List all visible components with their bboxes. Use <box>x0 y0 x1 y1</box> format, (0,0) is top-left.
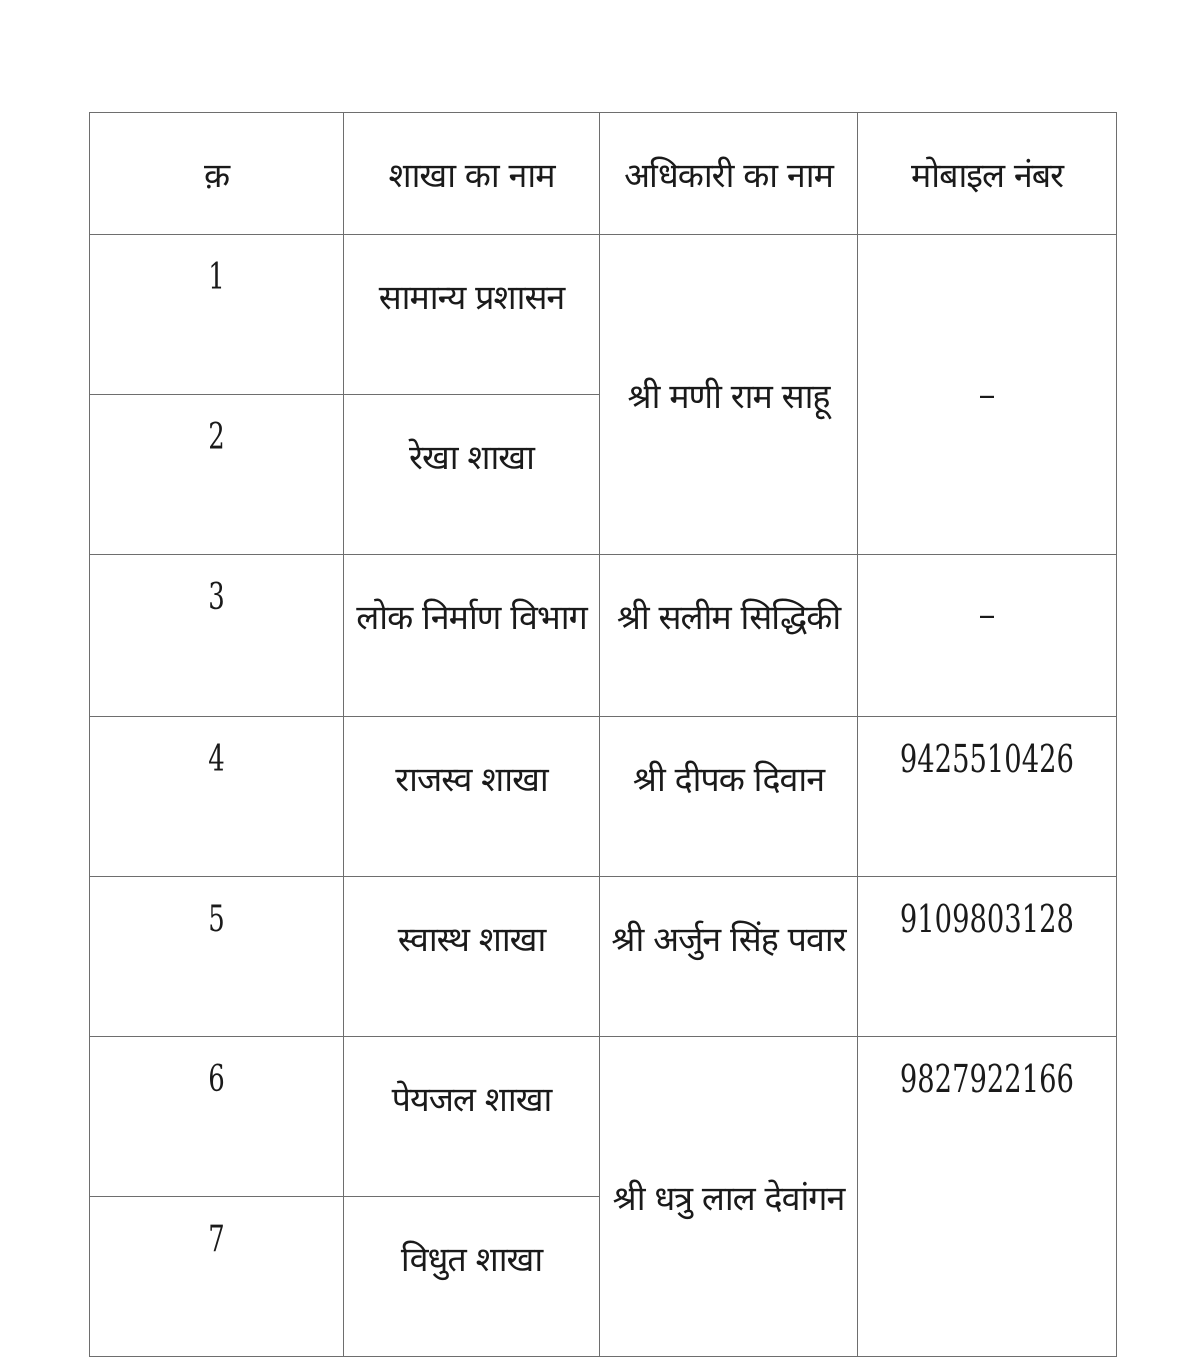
table-row <box>90 717 1117 877</box>
serial-number: 1 <box>208 257 225 298</box>
serial-number: 2 <box>208 417 225 458</box>
officers-table <box>89 112 1117 1357</box>
serial-cell <box>90 235 344 395</box>
serial-cell <box>90 395 344 555</box>
mobile-cell <box>858 877 1117 1037</box>
serial-cell <box>90 717 344 877</box>
table-row <box>90 1037 1117 1197</box>
officer-cell: श्री सलीम सिद्धिकी <box>600 555 858 717</box>
mobile-cell <box>858 717 1117 877</box>
branch-cell: राजस्व शाखा <box>344 717 600 877</box>
mobile-cell: – <box>858 235 1117 555</box>
table-row <box>90 235 1117 395</box>
header-serial: क़ <box>90 113 344 235</box>
branch-cell: लोक निर्माण विभाग <box>344 555 600 717</box>
branch-cell: सामान्य प्रशासन <box>344 235 600 395</box>
header-row <box>90 113 1117 235</box>
officer-cell: श्री दीपक दिवान <box>600 717 858 877</box>
table-row <box>90 555 1117 717</box>
header-mobile-number: मोबाइल नंबर <box>858 113 1117 235</box>
branch-cell: रेखा शाखा <box>344 395 600 555</box>
serial-cell <box>90 1037 344 1197</box>
mobile-cell: – <box>858 555 1117 717</box>
serial-number: 6 <box>208 1059 225 1100</box>
serial-number: 3 <box>208 577 225 618</box>
mobile-number: 9827922166 <box>899 1057 1075 1101</box>
header-officer-name: अधिकारी का नाम <box>600 113 858 235</box>
branch-cell: विधुत शाखा <box>344 1197 600 1357</box>
officer-cell: श्री मणी राम साहू <box>600 235 858 555</box>
serial-cell <box>90 1197 344 1357</box>
serial-number: 4 <box>208 739 225 780</box>
serial-cell <box>90 555 344 717</box>
serial-cell <box>90 877 344 1037</box>
serial-number: 5 <box>208 899 225 940</box>
mobile-cell <box>858 1037 1117 1357</box>
officer-cell: श्री धत्रु लाल देवांगन <box>600 1037 858 1357</box>
mobile-number: 9109803128 <box>899 897 1075 941</box>
branch-cell: पेयजल शाखा <box>344 1037 600 1197</box>
officer-cell: श्री अर्जुन सिंह पवार <box>600 877 858 1037</box>
header-branch-name: शाखा का नाम <box>344 113 600 235</box>
mobile-number: 9425510426 <box>899 737 1075 781</box>
branch-cell: स्वास्थ शाखा <box>344 877 600 1037</box>
serial-number: 7 <box>208 1219 225 1260</box>
table-row <box>90 877 1117 1037</box>
